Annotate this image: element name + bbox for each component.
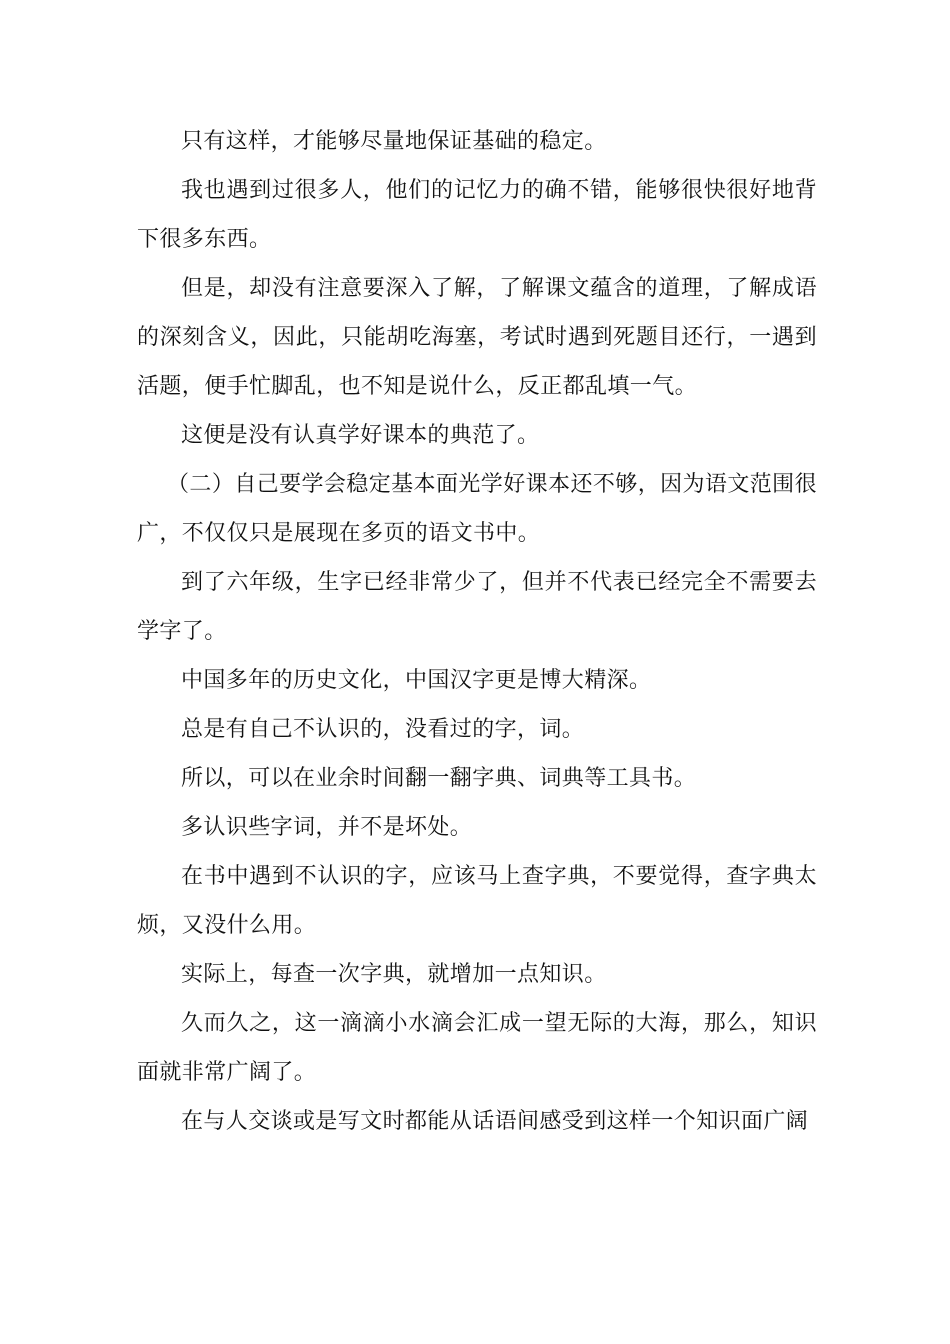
paragraph-2: 我也遇到过很多人，他们的记忆力的确不错，能够很快很好地背下很多东西。 bbox=[137, 178, 817, 252]
paragraph-10: 多认识些字词，并不是坏处。 bbox=[181, 815, 473, 840]
paragraph-6: 到了六年级，生字已经非常少了，但并不代表已经完全不需要去学字了。 bbox=[137, 570, 817, 644]
document-body bbox=[137, 117, 817, 1146]
paragraph-13: 久而久之，这一滴滴小水滴会汇成一望无际的大海，那么，知识面就非常广阔了。 bbox=[137, 1011, 817, 1085]
paragraph-4: 这便是没有认真学好课本的典范了。 bbox=[181, 423, 540, 448]
paragraph-1: 只有这样，才能够尽量地保证基础的稳定。 bbox=[181, 129, 607, 154]
paragraph-14: 在与人交谈或是写文时都能从话语间感受到这样一个知识面广阔 bbox=[181, 1109, 809, 1134]
paragraph-5: （二）自己要学会稳定基本面光学好课本还不够，因为语文范围很广，不仅仅只是展现在多页的语文书中。 bbox=[137, 472, 817, 546]
paragraph-8: 总是有自己不认识的，没看过的字，词。 bbox=[181, 717, 585, 742]
paragraph-11: 在书中遇到不认识的字，应该马上查字典，不要觉得，查字典太烦，又没什么用。 bbox=[137, 864, 817, 938]
paragraph-12: 实际上，每查一次字典，就增加一点知识。 bbox=[181, 962, 607, 987]
paragraph-7: 中国多年的历史文化，中国汉字更是博大精深。 bbox=[181, 668, 652, 693]
paragraph-9: 所以，可以在业余时间翻一翻字典、词典等工具书。 bbox=[181, 766, 697, 791]
paragraph-3: 但是，却没有注意要深入了解，了解课文蕴含的道理，了解成语的深刻含义，因此，只能胡吃海塞，考试时遇到死题目还行，一遇到活题，便手忙脚乱，也不知是说什么，反正都乱填一气。 bbox=[137, 276, 817, 399]
